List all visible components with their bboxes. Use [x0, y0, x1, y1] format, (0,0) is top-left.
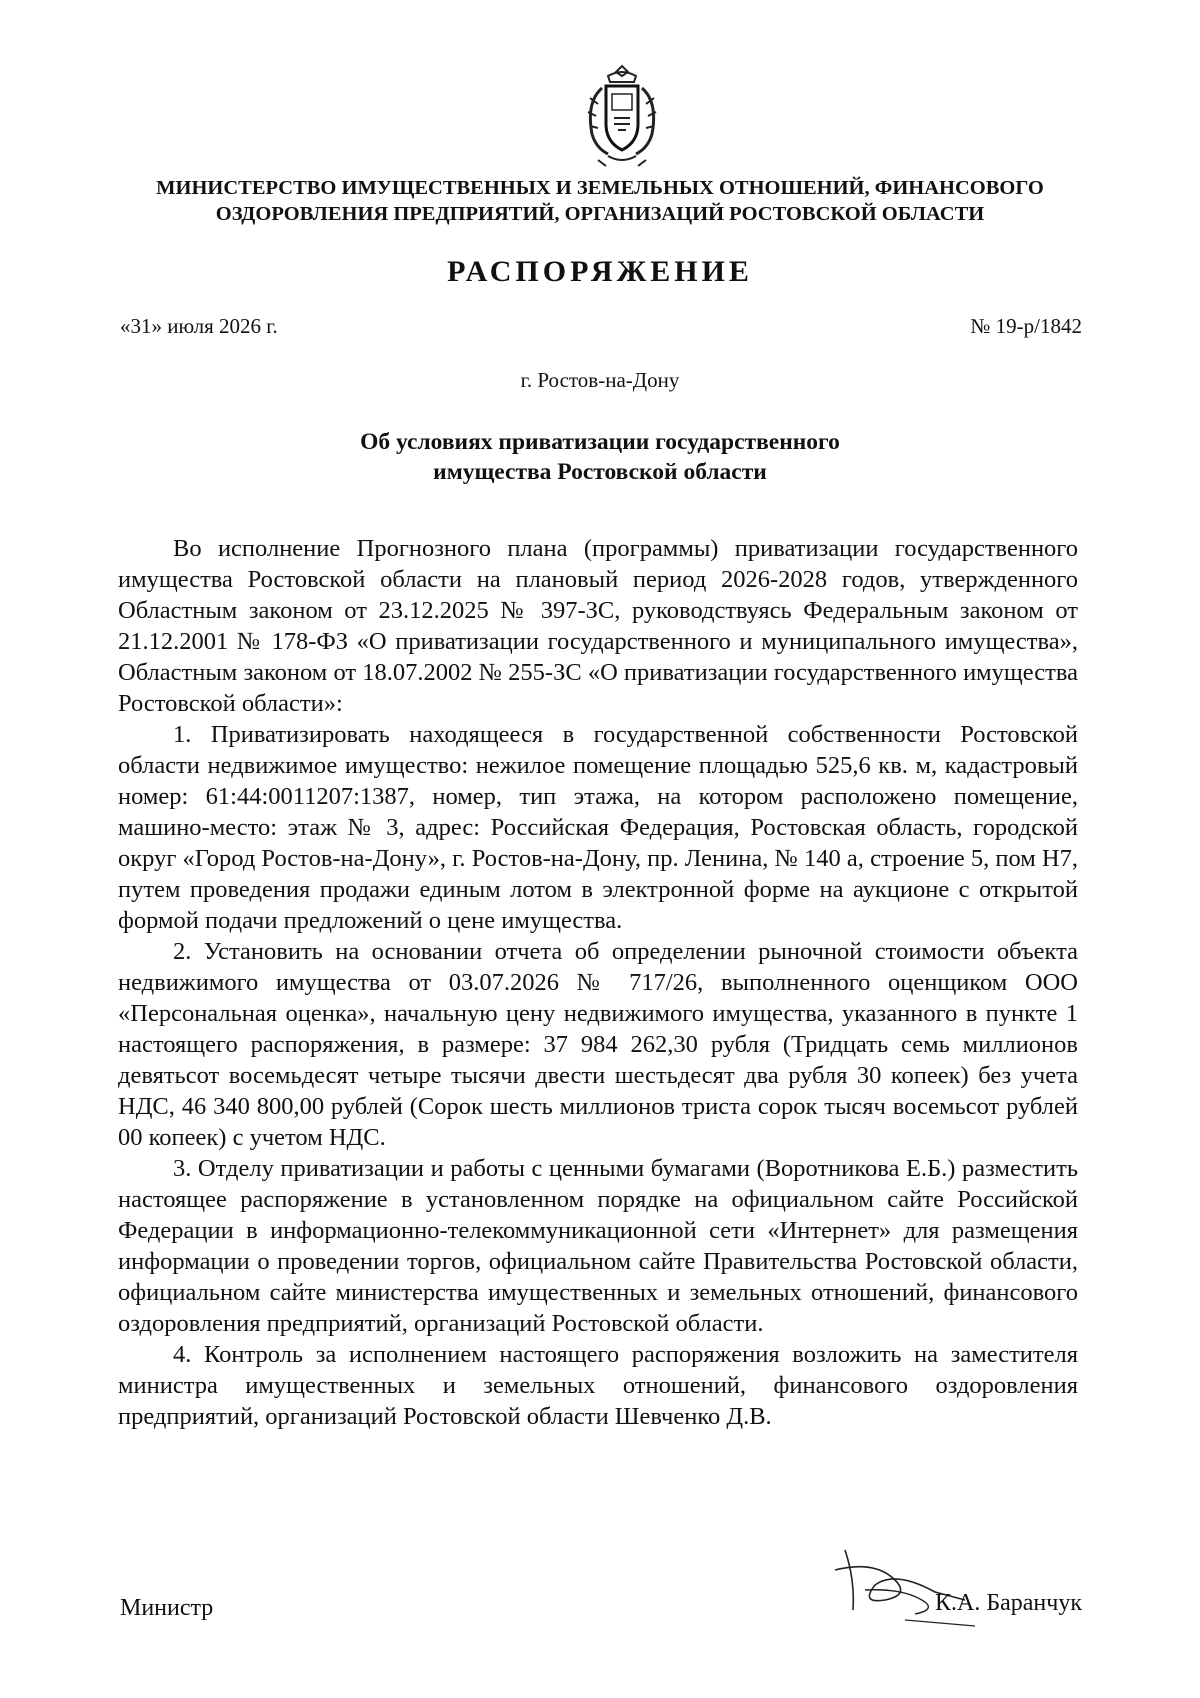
- item-paragraph-1: 1. Приватизировать находящееся в государственной собственности Ростовской области недвижимое имущество: нежилое помещение площадью 525,6 кв. м, кадастровый номер: 61:44:0011207:1387, номер, тип этажа, на котором расположено помещение, машино-место: этаж № 3, адрес: Российская Федерация, Ростовская область, городской округ «Город Ростов-на-Дону», г. Ростов-на-Дону, пр. Ленина, № 140 а, строение 5, пом Н7, путем проведения продажи единым лотом в электронной форме на аукционе с открытой формой подачи предложений о цене имущества.: [118, 721, 1078, 934]
- ministry-name: [80, 175, 1120, 227]
- document-date: «31» июля 2026 г.: [120, 314, 278, 338]
- coat-of-arms-icon: [578, 62, 666, 170]
- document-body: [118, 533, 1078, 1432]
- ministry-line-1: МИНИСТЕРСТВО ИМУЩЕСТВЕННЫХ И ЗЕМЕЛЬНЫХ ОТНОШЕНИЙ, ФИНАНСОВОГО: [156, 177, 1044, 199]
- document-city: г. Ростов-на-Дону: [520, 368, 680, 392]
- preamble-paragraph: Во исполнение Прогнозного плана (программы) приватизации государственного имущества Ростовской области на плановый период 2026-2028 годов, утвержденного Областным законом от 23.12.2025 № 397-ЗС, руководствуясь Федеральным законом от 21.12.2001 № 178-ФЗ «О приватизации государственного и муниципального имущества», Областным законом от 18.07.2002 № 255-ЗС «О приватизации государственного имущества Ростовской области»:: [118, 535, 1078, 717]
- signer-title: Министр: [120, 1595, 214, 1621]
- item-paragraph-4: 4. Контроль за исполнением настоящего распоряжения возложить на заместителя министра имущественных и земельных отношений, финансового оздоровления предприятий, организаций Ростовской области Шевченко Д.В.: [118, 1341, 1078, 1430]
- document-type: РАСПОРЯЖЕНИЕ: [447, 255, 753, 288]
- document-number: № 19-р/1842: [970, 314, 1082, 338]
- signer-name: К.А. Баранчук: [935, 1590, 1082, 1616]
- subject-line-2: имущества Ростовской области: [433, 459, 767, 485]
- document-subject: [0, 427, 1200, 487]
- ministry-line-2: ОЗДОРОВЛЕНИЯ ПРЕДПРИЯТИЙ, ОРГАНИЗАЦИЙ РОСТОВСКОЙ ОБЛАСТИ: [215, 203, 985, 225]
- item-paragraph-3: 3. Отделу приватизации и работы с ценными бумагами (Воротникова Е.Б.) разместить настоящее распоряжение в установленном порядке на официальном сайте Российской Федерации в информационно-телекоммуникационной сети «Интернет» для размещения информации о проведении торгов, официальном сайте Правительства Ростовской области, официальном сайте министерства имущественных и земельных отношений, финансового оздоровления предприятий, организаций Ростовской области.: [118, 1155, 1078, 1337]
- item-paragraph-2: 2. Установить на основании отчета об определении рыночной стоимости объекта недвижимого имущества от 03.07.2026 № 717/26, выполненного оценщиком ООО «Персональная оценка», начальную цену недвижимого имущества, указанного в пункте 1 настоящего распоряжения, в размере: 37 984 262,30 рубля (Тридцать семь миллионов девятьсот восемьдесят четыре тысячи двести шестьдесят два рубля 30 копеек) без учета НДС, 46 340 800,00 рублей (Сорок шесть миллионов триста сорок тысяч восемьсот рублей 00 копеек) с учетом НДС.: [118, 938, 1078, 1151]
- subject-line-1: Об условиях приватизации государственного: [360, 429, 840, 455]
